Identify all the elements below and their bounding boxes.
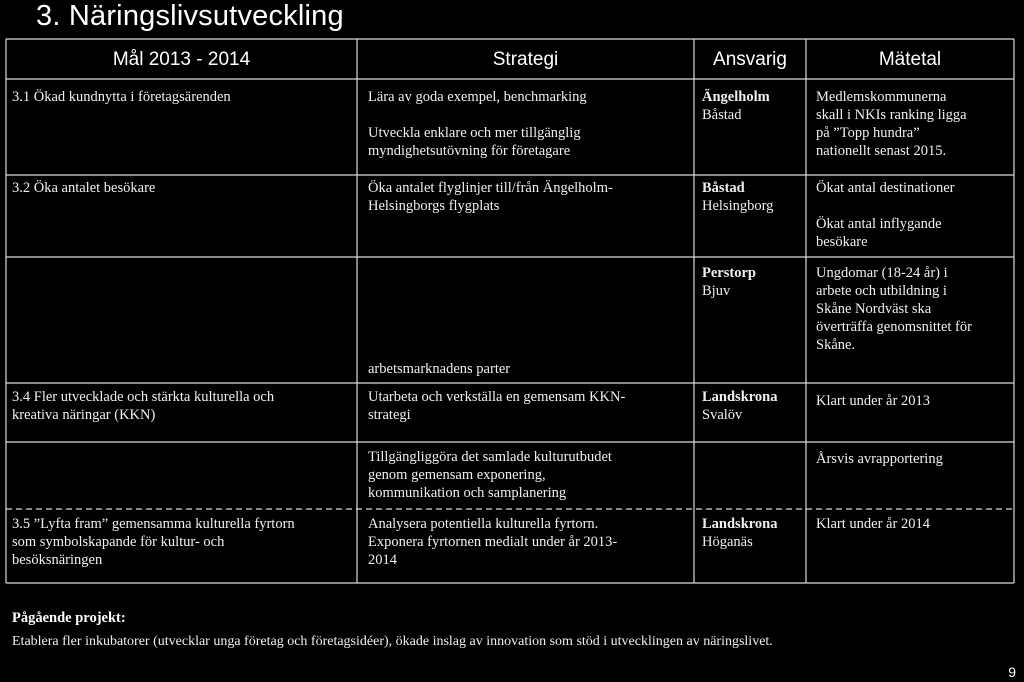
page-number: 9	[1008, 664, 1016, 680]
header-goal: Mål 2013 - 2014	[112, 49, 251, 70]
row6-strategy: Analysera potentiella kulturella fyrtorn. Exponera fyrtornen medialt under år 2013- 2014	[368, 516, 618, 568]
row4-goal: 3.4 Fler utvecklade och stärkta kulturella och kreativa näringar (KKN)	[12, 389, 275, 423]
row3-measure: Ungdomar (18-24 år) i arbete och utbildning i Skåne Nordväst ska överträffa genomsnittet för Skåne.	[816, 265, 972, 353]
row6-goal: 3.5 ”Lyfta fram” gemensamma kulturella fyrtorn som symbolskapande för kultur- och besöksnäringen	[12, 516, 295, 568]
ongoing-projects-title: Pågående projekt:	[12, 610, 126, 626]
header-measure: Mätetal	[878, 49, 942, 70]
row5-strategy: Tillgängliggöra det samlade kulturutbudet genom gemensam exponering, kommunikation och samplanering	[368, 449, 612, 501]
header-strategy: Strategi	[492, 49, 559, 70]
row1-goal: 3.1 Ökad kundnytta i företagsärenden	[12, 89, 231, 105]
page-heading: 3. Näringslivsutveckling	[36, 0, 344, 32]
row3-strategy: arbetsmarknadens parter	[368, 361, 511, 377]
row2-measure: Ökat antal destinationer Ökat antal inflygande besökare	[816, 180, 955, 250]
row1-strategy: Lära av goda exempel, benchmarking Utveckla enklare och mer tillgänglig myndighetsutövning för företagare	[368, 89, 587, 159]
row5-measure: Årsvis avrapportering	[816, 451, 943, 467]
row1-responsible: Ängelholm Båstad	[702, 89, 770, 123]
header-responsible: Ansvarig	[713, 49, 787, 70]
row2-goal: 3.2 Öka antalet besökare	[12, 180, 156, 196]
row6-responsible: Landskrona Höganäs	[702, 516, 778, 550]
row6-measure: Klart under år 2014	[816, 516, 930, 532]
ongoing-projects-text: Etablera fler inkubatorer (utvecklar unga företag och företagsidéer), ökade inslag av innovation som stöd i utvecklingen av näringslivet.	[12, 634, 773, 649]
row4-responsible: Landskrona Svalöv	[702, 389, 778, 423]
row2-strategy: Öka antalet flyglinjer till/från Ängelholm- Helsingborgs flygplats	[368, 180, 613, 214]
row4-measure: Klart under år 2013	[816, 393, 930, 409]
row4-strategy: Utarbeta och verkställa en gemensam KKN- strategi	[368, 389, 626, 423]
row1-measure: Medlemskommunerna skall i NKIs ranking ligga på ”Topp hundra” nationellt senast 2015.	[816, 89, 967, 159]
row2-responsible: Båstad Helsingborg	[702, 180, 774, 214]
row3-responsible: Perstorp Bjuv	[702, 265, 756, 299]
